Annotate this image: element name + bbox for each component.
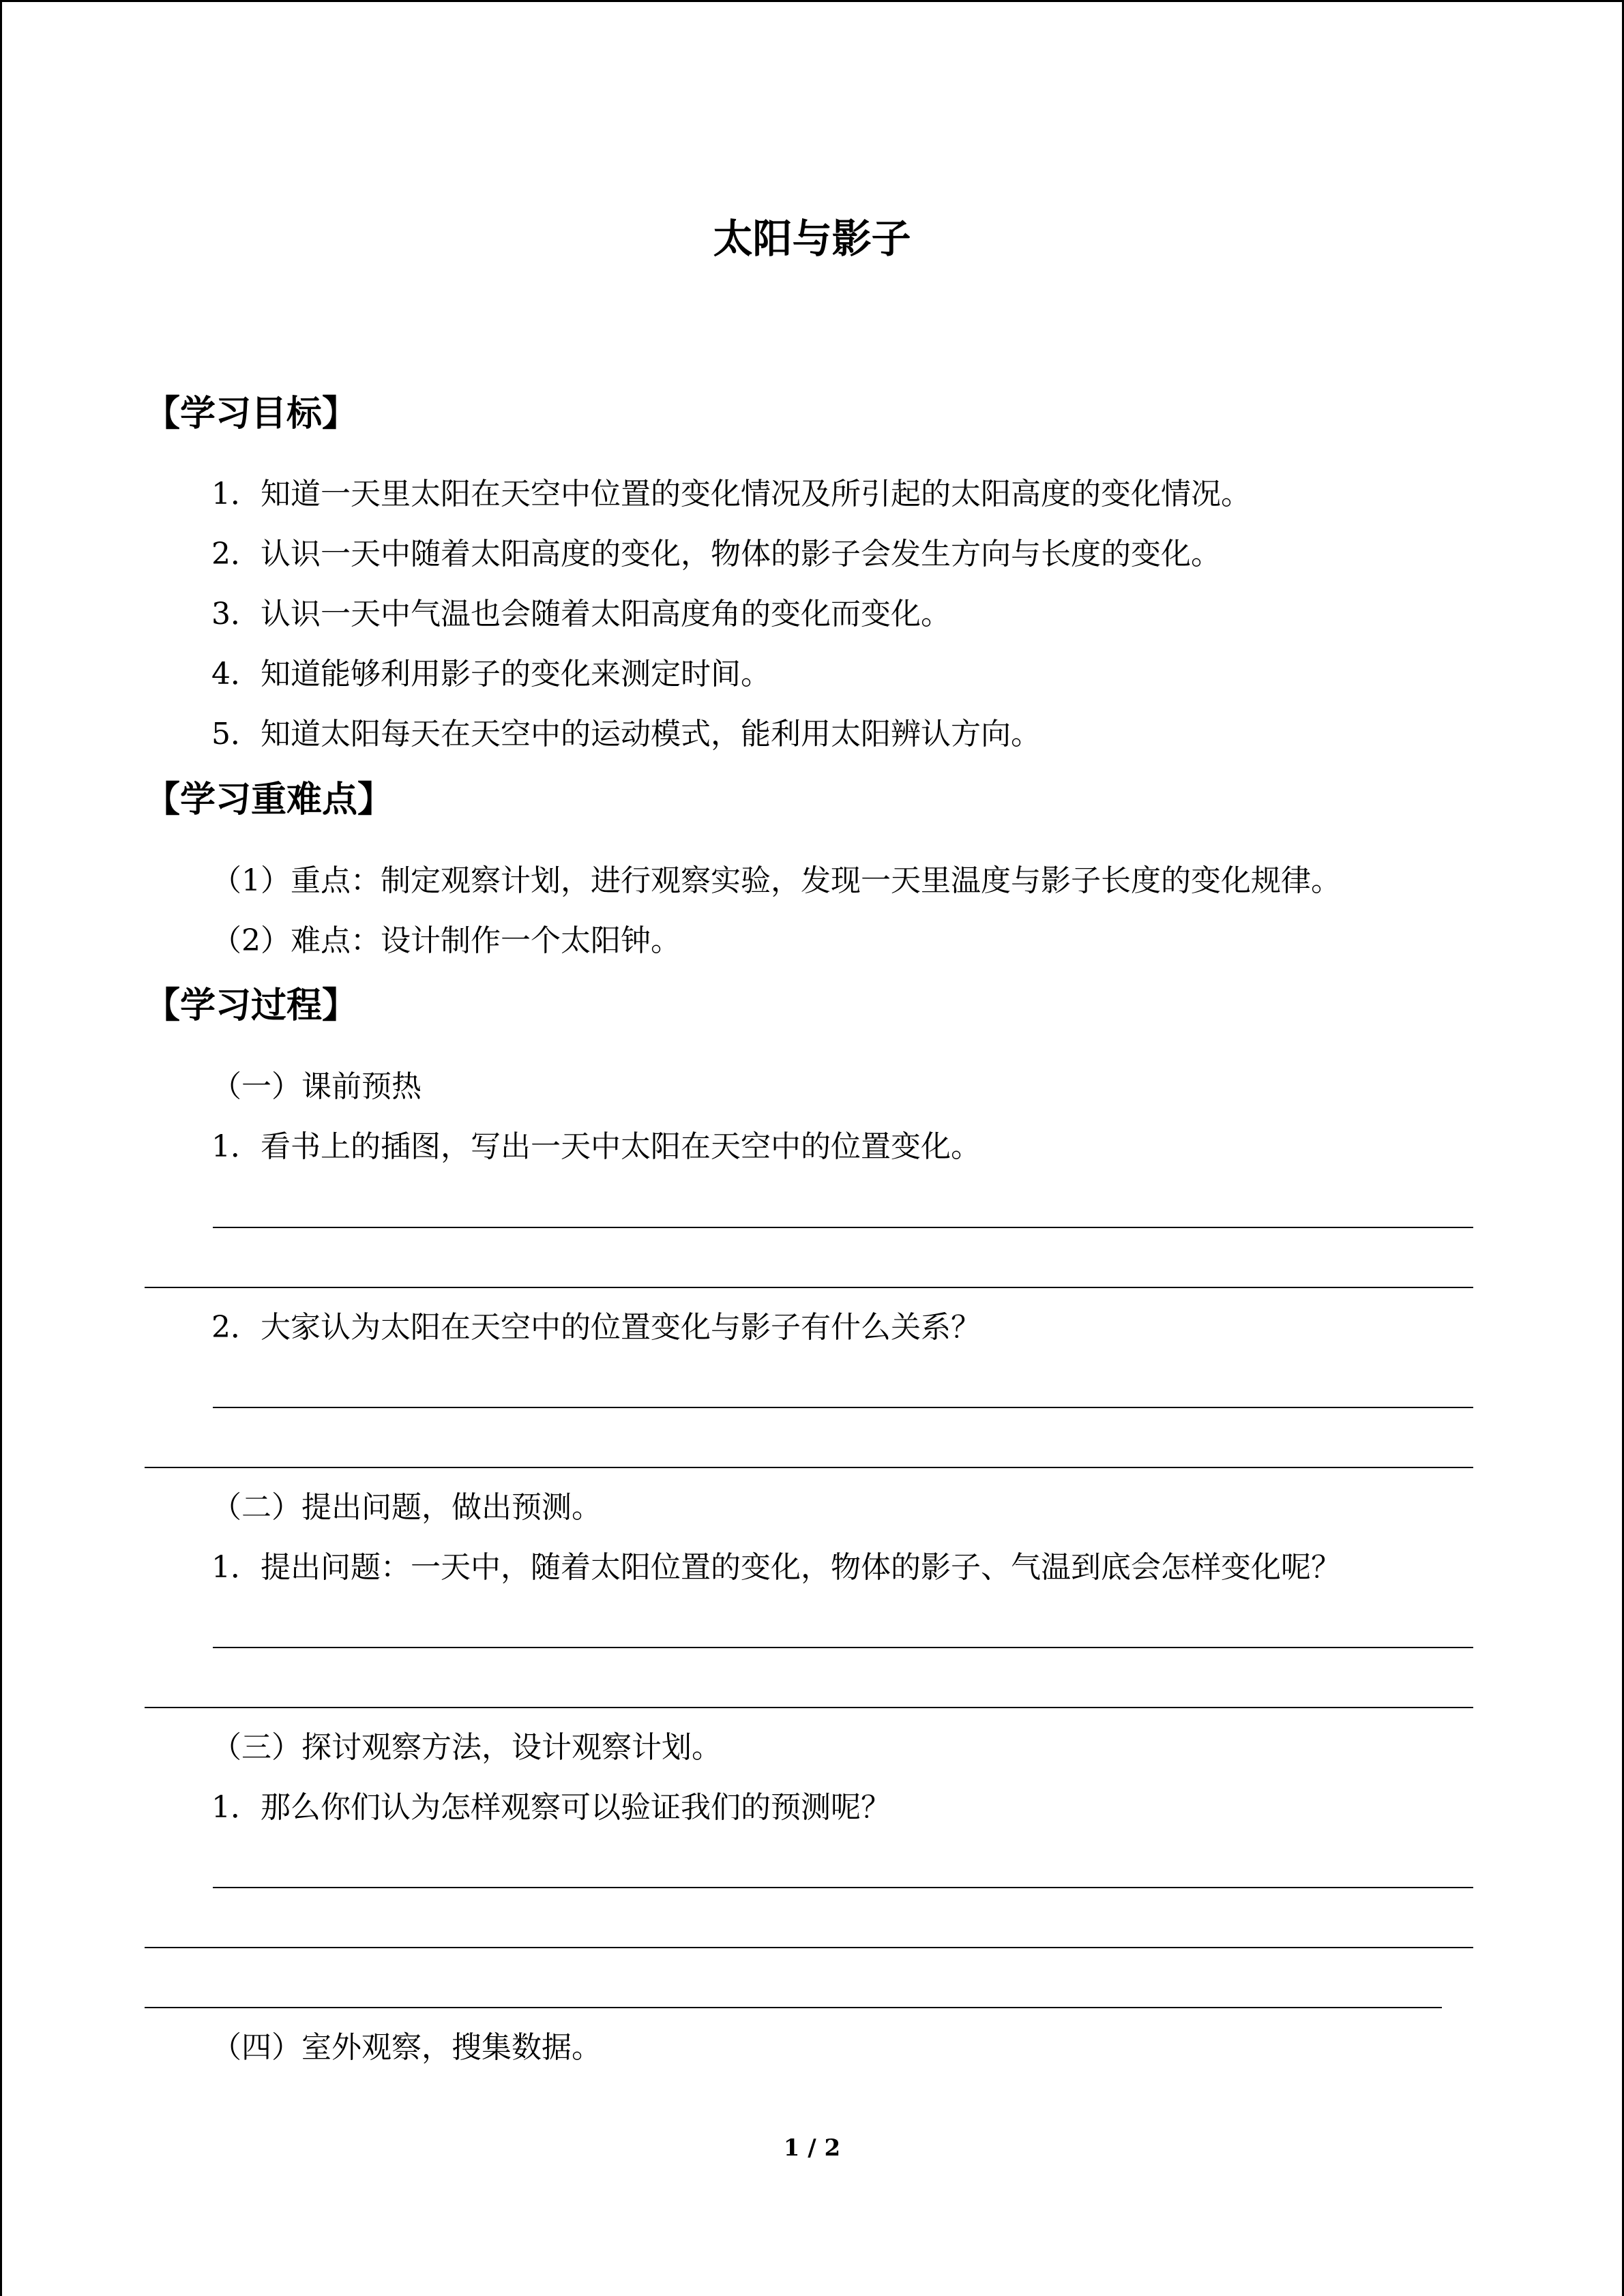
page-number: 1 / 2 xyxy=(783,2134,841,2162)
answer-line xyxy=(145,1947,1473,1948)
keypoints-heading: 【学习重难点】 xyxy=(145,779,394,820)
part1-title: （一）课前预热 xyxy=(211,1069,422,1104)
objective-item-3: 3．认识一天中气温也会随着太阳高度角的变化而变化。 xyxy=(211,597,951,631)
process-heading: 【学习过程】 xyxy=(145,985,358,1026)
part2-question-1: 1．提出问题：一天中，随着太阳位置的变化，物体的影子、气温到底会怎样变化呢？ xyxy=(211,1550,1341,1585)
part2-title: （二）提出问题，做出预测。 xyxy=(211,1490,602,1525)
objective-item-1: 1．知道一天里太阳在天空中位置的变化情况及所引起的太阳高度的变化情况。 xyxy=(211,477,1251,511)
answer-line xyxy=(145,1287,1473,1288)
objective-item-5: 5．知道太阳每天在天空中的运动模式，能利用太阳辨认方向。 xyxy=(211,717,1041,751)
keypoint-item-2: （2）难点：设计制作一个太阳钟。 xyxy=(211,923,681,958)
objectives-heading: 【学习目标】 xyxy=(145,393,358,434)
objective-item-4: 4．知道能够利用影子的变化来测定时间。 xyxy=(211,657,771,691)
objective-item-2: 2．认识一天中随着太阳高度的变化，物体的影子会发生方向与长度的变化。 xyxy=(211,537,1221,571)
page-border-left xyxy=(0,0,2,2296)
answer-line xyxy=(145,1467,1473,1468)
page-title: 太阳与影子 xyxy=(713,215,911,262)
part1-question-1: 1．看书上的插图，写出一天中太阳在天空中的位置变化。 xyxy=(211,1129,981,1164)
part3-title: （三）探讨观察方法，设计观察计划。 xyxy=(211,1730,722,1765)
part1-question-2: 2．大家认为太阳在天空中的位置变化与影子有什么关系？ xyxy=(211,1310,981,1345)
answer-line xyxy=(145,1707,1473,1708)
answer-line xyxy=(213,1407,1473,1408)
answer-line xyxy=(213,1887,1473,1888)
part4-title: （四）室外观察，搜集数据。 xyxy=(211,2030,602,2065)
part3-question-1: 1．那么你们认为怎样观察可以验证我们的预测呢？ xyxy=(211,1790,891,1825)
answer-line xyxy=(213,1227,1473,1228)
answer-line xyxy=(145,2007,1442,2008)
keypoint-item-1: （1）重点：制定观察计划，进行观察实验，发现一天里温度与影子长度的变化规律。 xyxy=(211,863,1341,898)
answer-line xyxy=(213,1647,1473,1648)
page-border-top xyxy=(0,0,1624,2)
